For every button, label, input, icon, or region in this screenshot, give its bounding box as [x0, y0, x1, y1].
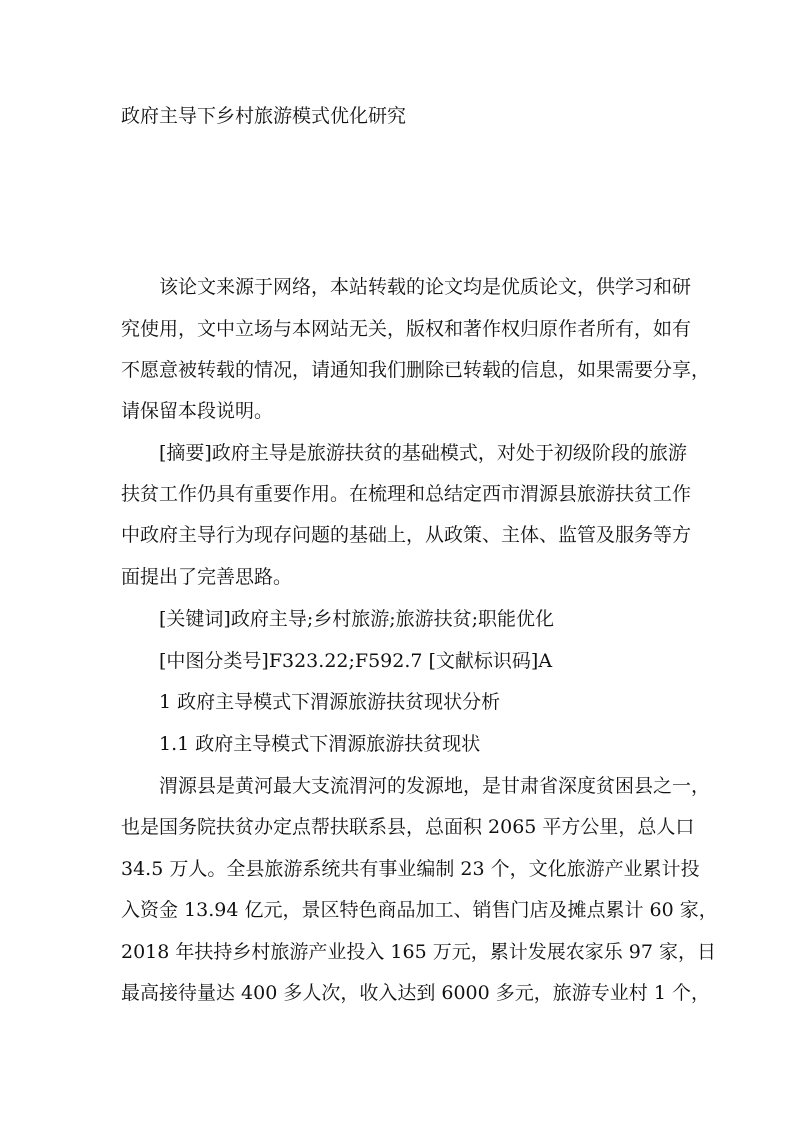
- notice-line-3: 不愿意被转载的情况，请通知我们删除已转载的信息，如果需要分享，: [121, 359, 711, 381]
- body-line-4: 入资金 13.94 亿元，景区特色商品加工、销售门店及摊点累计 60 家，: [121, 899, 718, 921]
- keywords-line: [关键词]政府主导;乡村旅游;旅游扶贫;职能优化: [159, 608, 555, 630]
- body-line-5: 2018 年扶持乡村旅游产业投入 165 万元，累计发展农家乐 97 家，日: [121, 941, 716, 963]
- body-line-1: 渭源县是黄河最大支流渭河的发源地，是甘肃省深度贫困县之一，: [159, 775, 711, 797]
- body-line-2: 也是国务院扶贫办定点帮扶联系县，总面积 2065 平方公里，总人口: [121, 816, 695, 838]
- abstract-line-4: 面提出了完善思路。: [121, 566, 293, 588]
- body-line-3: 34.5 万人。全县旅游系统共有事业编制 23 个，文化旅游产业累计投: [121, 858, 700, 880]
- section-1-heading: 1 政府主导模式下渭源旅游扶贫现状分析: [159, 691, 501, 713]
- abstract-line-2: 扶贫工作仍具有重要作用。在梳理和总结定西市渭源县旅游扶贫工作: [121, 483, 692, 505]
- classification-line: [中图分类号]F323.22;F592.7 [文献标识码]A: [159, 650, 553, 672]
- abstract-line-1: [摘要]政府主导是旅游扶贫的基础模式，对处于初级阶段的旅游: [159, 442, 687, 464]
- body-line-6: 最高接待量达 400 多人次，收入达到 6000 多元，旅游专业村 1 个，: [121, 982, 710, 1004]
- notice-line-2: 究使用，文中立场与本网站无关，版权和著作权归原作者所有，如有: [121, 318, 692, 340]
- notice-line-1: 该论文来源于网络，本站转载的论文均是优质论文，供学习和研: [159, 276, 692, 298]
- section-1-1-heading: 1.1 政府主导模式下渭源旅游扶贫现状: [159, 733, 481, 755]
- document-title: 政府主导下乡村旅游模式优化研究: [121, 105, 407, 127]
- abstract-line-3: 中政府主导行为现存问题的基础上，从政策、主体、监管及服务等方: [121, 524, 692, 546]
- notice-line-4: 请保留本段说明。: [121, 400, 274, 422]
